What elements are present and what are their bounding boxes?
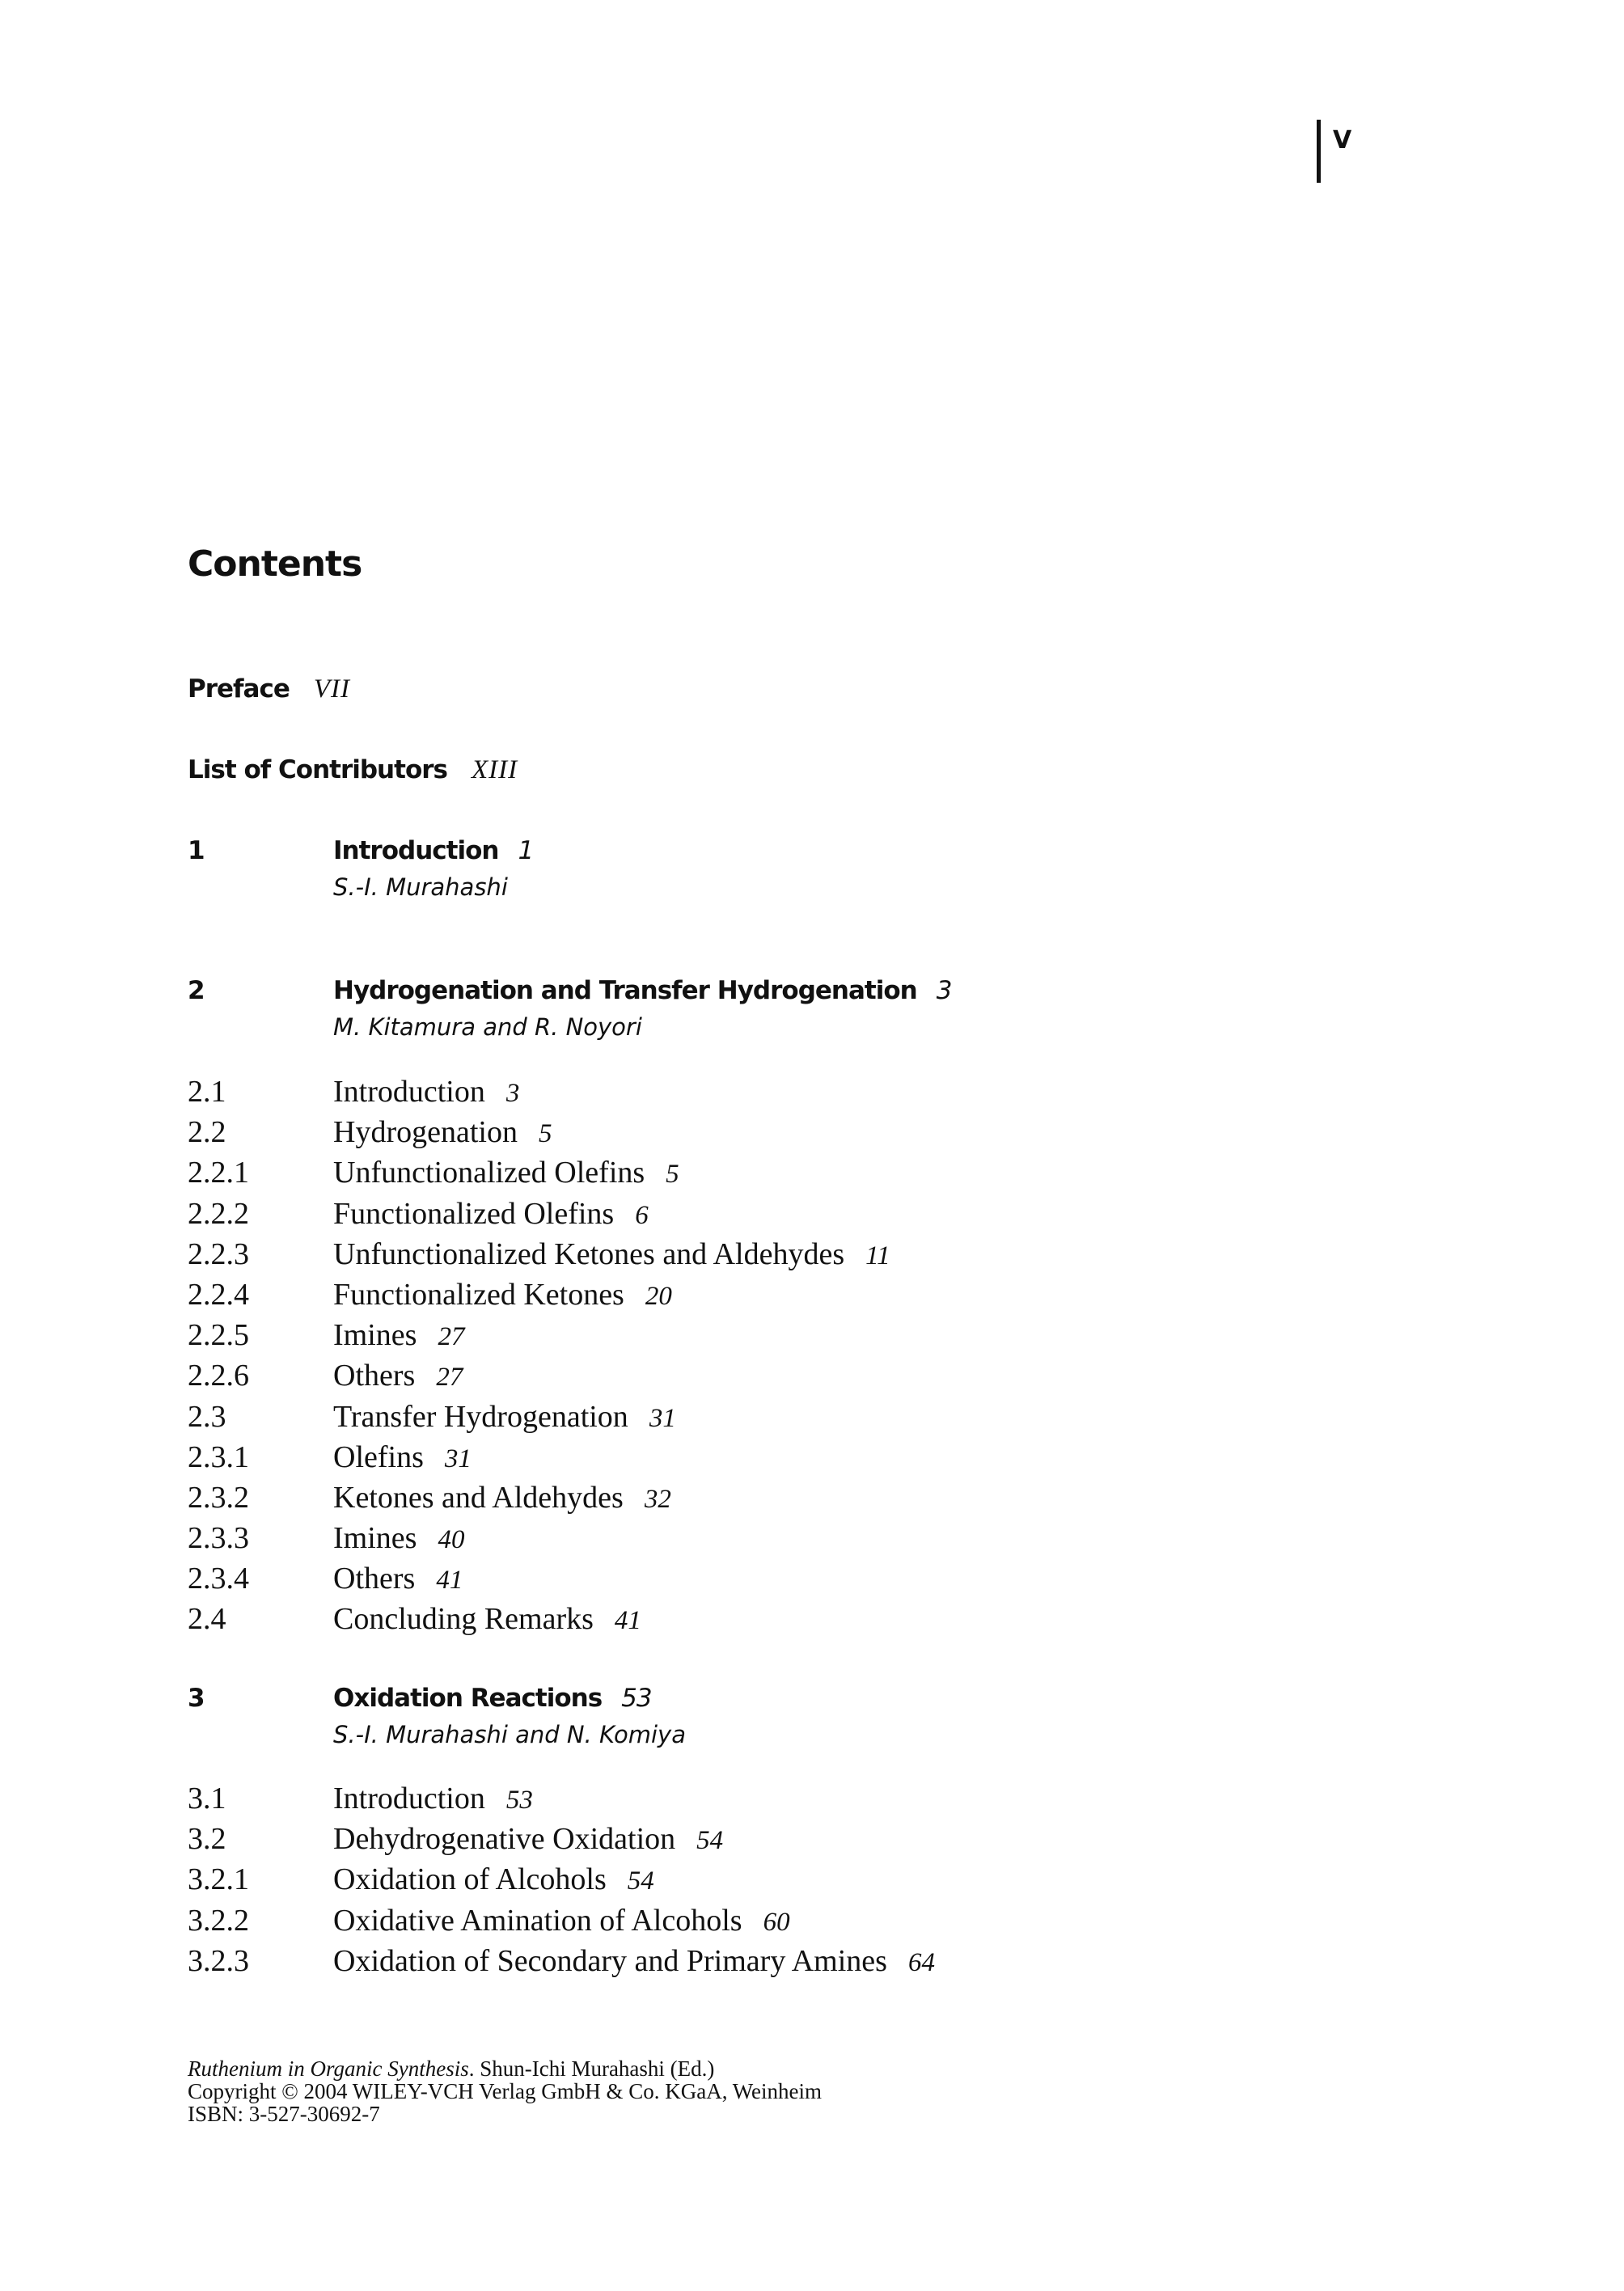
section-page: 20 <box>645 1281 672 1311</box>
section-page: 11 <box>865 1241 890 1270</box>
chapter-number: 1 <box>188 836 205 865</box>
section-page: 5 <box>538 1119 552 1149</box>
section-title: Oxidation of Secondary and Primary Amines 64 <box>333 1943 935 1978</box>
page-number: V <box>1333 126 1352 154</box>
section-title: Imines 40 <box>333 1521 465 1556</box>
section-number: 2.2.3 <box>188 1236 249 1271</box>
section-page: 60 <box>763 1907 790 1937</box>
chapter-title: Hydrogenation and Transfer Hydrogenation 3 <box>333 976 952 1005</box>
section-title: Olefins 31 <box>333 1439 472 1474</box>
section-page: 5 <box>666 1160 679 1190</box>
section-number: 2.3.3 <box>188 1521 249 1556</box>
copyright-footer <box>188 2057 822 2125</box>
section-number: 3.2.2 <box>188 1903 249 1938</box>
section-page: 6 <box>635 1200 649 1230</box>
section-title: Transfer Hydrogenation 31 <box>333 1399 676 1434</box>
chapter-page: 1 <box>518 836 534 865</box>
section-number: 2.1 <box>188 1075 226 1109</box>
chapter-page: 53 <box>621 1684 652 1713</box>
toc-entry-label: Preface <box>188 674 290 704</box>
section-number: 2.3.4 <box>188 1562 249 1596</box>
toc-entry-list-of-contributors[interactable] <box>188 755 518 785</box>
section-page: 40 <box>438 1525 465 1555</box>
chapter-title: Oxidation Reactions 53 <box>333 1684 652 1713</box>
section-number: 2.2.4 <box>188 1277 249 1312</box>
section-title: Introduction 53 <box>333 1782 533 1815</box>
page-title: Contents <box>188 543 362 585</box>
section-title: Functionalized Ketones 20 <box>333 1277 672 1312</box>
section-page: 27 <box>436 1363 463 1393</box>
section-title: Imines 27 <box>333 1318 465 1353</box>
book-editor: . Shun-Ichi Murahashi (Ed.) <box>468 2056 715 2081</box>
toc-entry-page: XIII <box>472 755 518 784</box>
section-title: Introduction 3 <box>333 1075 520 1109</box>
section-title: Dehydrogenative Oxidation 54 <box>333 1822 724 1857</box>
section-title: Unfunctionalized Olefins 5 <box>333 1156 679 1190</box>
section-page: 32 <box>644 1484 671 1514</box>
section-page: 54 <box>627 1866 654 1896</box>
section-page: 3 <box>505 1079 520 1108</box>
footer-book-line <box>188 2057 822 2080</box>
section-title: Unfunctionalized Ketones and Aldehydes 11 <box>333 1236 890 1271</box>
chapter-authors: M. Kitamura and R. Noyori <box>333 1013 642 1041</box>
section-number: 2.3.1 <box>188 1439 249 1474</box>
section-title: Functionalized Olefins 6 <box>333 1196 649 1231</box>
section-page: 31 <box>444 1443 472 1473</box>
section-number: 2.2 <box>188 1115 226 1150</box>
section-title: Oxidative Amination of Alcohols 60 <box>333 1903 790 1938</box>
chapter-number: 2 <box>188 976 205 1005</box>
section-page: 64 <box>907 1947 935 1977</box>
section-number: 2.2.5 <box>188 1318 249 1353</box>
section-number: 3.2.1 <box>188 1862 249 1897</box>
section-number: 2.2.2 <box>188 1196 249 1231</box>
section-number: 2.3 <box>188 1399 226 1434</box>
section-page: 31 <box>649 1403 676 1433</box>
chapter-title: Introduction 1 <box>333 836 534 865</box>
section-title: Oxidation of Alcohols 54 <box>333 1862 654 1897</box>
toc-entry-preface[interactable] <box>188 674 350 704</box>
page-marker-bar <box>1317 120 1321 183</box>
section-number: 3.1 <box>188 1782 226 1815</box>
section-page: 41 <box>436 1566 463 1596</box>
toc-entry-page: VII <box>313 674 350 704</box>
chapter-page: 3 <box>936 976 952 1005</box>
section-page: 54 <box>696 1826 724 1856</box>
chapter-number: 3 <box>188 1684 205 1713</box>
section-number: 2.2.1 <box>188 1156 249 1190</box>
chapter-authors: S.-I. Murahashi and N. Komiya <box>333 1721 686 1748</box>
footer-isbn: ISBN: 3-527-30692-7 <box>188 2102 380 2126</box>
section-number: 2.2.6 <box>188 1359 249 1393</box>
section-title: Concluding Remarks 41 <box>333 1602 641 1637</box>
section-number: 2.3.2 <box>188 1480 249 1515</box>
section-title: Ketones and Aldehydes 32 <box>333 1480 671 1515</box>
chapter-authors: S.-I. Murahashi <box>333 873 508 901</box>
section-page: 27 <box>438 1322 465 1352</box>
section-number: 2.4 <box>188 1602 226 1637</box>
section-title: Others 41 <box>333 1562 463 1596</box>
section-number: 3.2 <box>188 1822 226 1857</box>
book-title: Ruthenium in Organic Synthesis <box>188 2056 469 2081</box>
section-number: 3.2.3 <box>188 1943 249 1978</box>
section-page: 53 <box>505 1786 533 1815</box>
footer-copyright: Copyright © 2004 WILEY-VCH Verlag GmbH & Co. KGaA, Weinheim <box>188 2079 823 2103</box>
toc-entry-label: List of Contributors <box>188 755 447 784</box>
section-title: Hydrogenation 5 <box>333 1115 552 1150</box>
section-title: Others 27 <box>333 1359 463 1393</box>
section-page: 41 <box>614 1606 641 1636</box>
